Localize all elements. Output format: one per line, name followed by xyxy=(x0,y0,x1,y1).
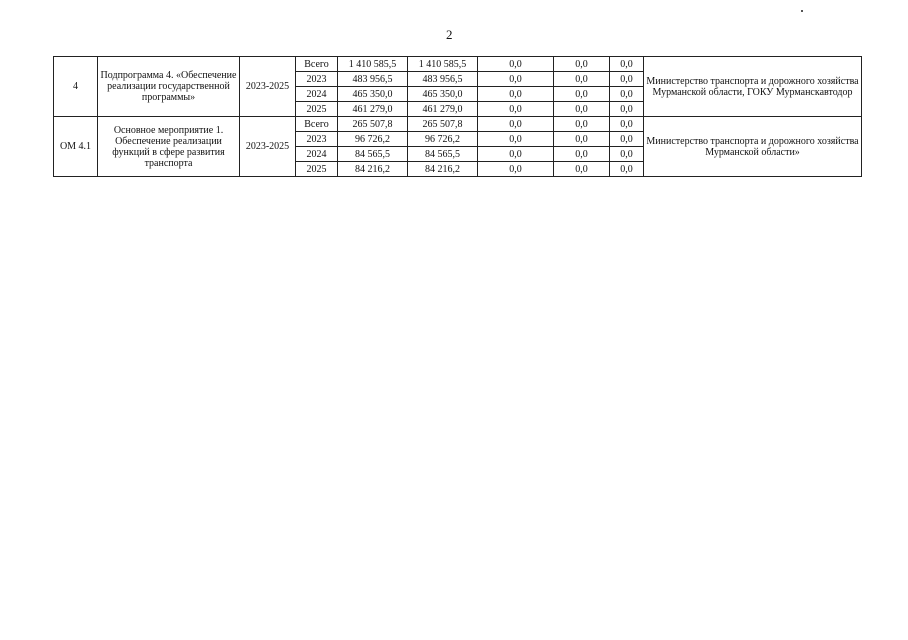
value-cell: 0,0 xyxy=(610,132,644,147)
program-name: Подпрограмма 4. «Обеспечение реализации государственной программы» xyxy=(98,57,240,117)
value-cell: 483 956,5 xyxy=(408,72,478,87)
value-cell: 0,0 xyxy=(478,72,554,87)
executor: Министерство транспорта и дорожного хозяйства Мурманской области, ГОКУ Мурманскавтодор xyxy=(644,57,862,117)
value-cell: 0,0 xyxy=(610,57,644,72)
year-cell: 2024 xyxy=(296,87,338,102)
year-cell: Всего xyxy=(296,117,338,132)
table-row xyxy=(54,57,862,72)
total-cell: 265 507,8 xyxy=(338,117,408,132)
value-cell: 0,0 xyxy=(478,132,554,147)
value-cell: 265 507,8 xyxy=(408,117,478,132)
value-cell: 84 216,2 xyxy=(408,162,478,177)
total-cell: 96 726,2 xyxy=(338,132,408,147)
value-cell: 0,0 xyxy=(554,147,610,162)
value-cell: 0,0 xyxy=(554,57,610,72)
budget-table xyxy=(53,56,862,177)
total-cell: 1 410 585,5 xyxy=(338,57,408,72)
total-cell: 84 565,5 xyxy=(338,147,408,162)
value-cell: 0,0 xyxy=(554,87,610,102)
value-cell: 0,0 xyxy=(554,117,610,132)
period: 2023-2025 xyxy=(240,57,296,117)
value-cell: 0,0 xyxy=(478,117,554,132)
program-name: Основное мероприятие 1. Обеспечение реализации функций в сфере развития транспорта xyxy=(98,117,240,177)
value-cell: 1 410 585,5 xyxy=(408,57,478,72)
year-cell: 2024 xyxy=(296,147,338,162)
value-cell: 0,0 xyxy=(554,72,610,87)
value-cell: 0,0 xyxy=(610,147,644,162)
value-cell: 0,0 xyxy=(478,102,554,117)
value-cell: 84 565,5 xyxy=(408,147,478,162)
total-cell: 483 956,5 xyxy=(338,72,408,87)
value-cell: 0,0 xyxy=(610,102,644,117)
value-cell: 0,0 xyxy=(478,87,554,102)
year-cell: 2025 xyxy=(296,162,338,177)
page-number: 2 xyxy=(446,27,453,42)
value-cell: 0,0 xyxy=(554,102,610,117)
year-cell: Всего xyxy=(296,57,338,72)
value-cell: 0,0 xyxy=(610,87,644,102)
value-cell: 461 279,0 xyxy=(408,102,478,117)
value-cell: 96 726,2 xyxy=(408,132,478,147)
value-cell: 0,0 xyxy=(610,162,644,177)
year-cell: 2023 xyxy=(296,72,338,87)
total-cell: 461 279,0 xyxy=(338,102,408,117)
value-cell: 0,0 xyxy=(610,117,644,132)
period: 2023-2025 xyxy=(240,117,296,177)
year-cell: 2023 xyxy=(296,132,338,147)
value-cell: 0,0 xyxy=(554,132,610,147)
total-cell: 84 216,2 xyxy=(338,162,408,177)
value-cell: 0,0 xyxy=(554,162,610,177)
value-cell: 0,0 xyxy=(478,147,554,162)
year-cell: 2025 xyxy=(296,102,338,117)
scan-dot xyxy=(801,10,803,12)
row-number: 4 xyxy=(54,57,98,117)
table-row xyxy=(54,117,862,132)
executor: Министерство транспорта и дорожного хозяйства Мурманской области» xyxy=(644,117,862,177)
value-cell: 0,0 xyxy=(478,162,554,177)
total-cell: 465 350,0 xyxy=(338,87,408,102)
value-cell: 465 350,0 xyxy=(408,87,478,102)
value-cell: 0,0 xyxy=(610,72,644,87)
value-cell: 0,0 xyxy=(478,57,554,72)
row-number: ОМ 4.1 xyxy=(54,117,98,177)
